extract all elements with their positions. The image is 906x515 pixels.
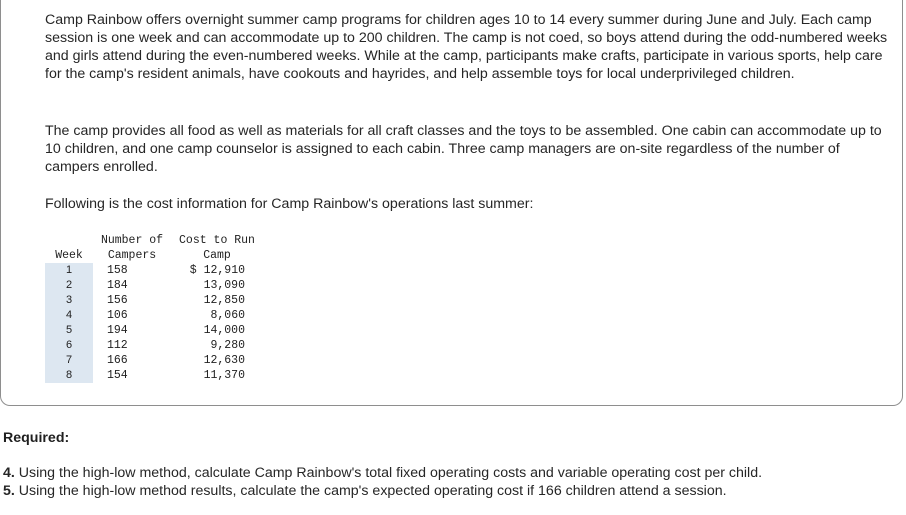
cell-campers: 112: [93, 338, 171, 353]
requirement-number: 5.: [3, 483, 15, 499]
cell-week: 2: [45, 278, 93, 293]
cell-week: 3: [45, 293, 93, 308]
cell-week: 7: [45, 353, 93, 368]
cell-cost: 12,850: [171, 293, 263, 308]
resources-paragraph: The camp provides all food as well as materials for all craft classes and the toys to be assembled. One cabin can accommodate up to 10 children, and one camp counselor is assigned to each cabin. Three camp managers are on-site regardless of the number of campers enrolled.: [45, 123, 882, 175]
table-row: [45, 308, 263, 323]
header-cost-line1: Cost to Run: [171, 233, 263, 248]
cell-campers: 156: [93, 293, 171, 308]
list-item: [3, 464, 762, 482]
list-item: [3, 482, 762, 500]
cell-cost: 12,630: [171, 353, 263, 368]
intro-paragraph: Camp Rainbow offers overnight summer camp programs for children ages 10 to 14 every summer during June and July. Each camp session is one week and can accommodate up to 200 children. The camp is not coed, so boys attend during the odd-numbered weeks and girls attend during the even-numbered weeks. While at the camp, participants make crafts, participate in various sports, help care for the camp's resident animals, have cookouts and hayrides, and help assemble toys for local underprivileged children.: [45, 12, 888, 82]
requirements-list: [3, 464, 762, 500]
header-cost-line2: Camp: [171, 248, 263, 263]
cell-cost: $ 12,910: [171, 263, 263, 278]
cell-campers: 154: [93, 368, 171, 383]
required-heading: Required:: [3, 430, 70, 446]
table-header-row-1: [45, 233, 263, 248]
table-row: [45, 368, 263, 383]
table-row: [45, 353, 263, 368]
cell-campers: 184: [93, 278, 171, 293]
header-week: Week: [45, 233, 93, 263]
cell-week: 8: [45, 368, 93, 383]
cell-campers: 166: [93, 353, 171, 368]
cell-week: 1: [45, 263, 93, 278]
cell-week: 5: [45, 323, 93, 338]
header-campers-line2: Campers: [93, 248, 171, 263]
table-intro-paragraph: Following is the cost information for Camp Rainbow's operations last summer:: [45, 196, 534, 212]
cell-cost: 11,370: [171, 368, 263, 383]
cell-campers: 194: [93, 323, 171, 338]
requirement-text: Using the high-low method results, calculate the camp's expected operating cost if 166 children attend a session.: [18, 483, 727, 499]
requirement-text: Using the high-low method, calculate Camp Rainbow's total fixed operating costs and variable operating cost per child.: [18, 465, 763, 481]
cell-cost: 9,280: [171, 338, 263, 353]
table-row: [45, 293, 263, 308]
cell-cost: 14,000: [171, 323, 263, 338]
cost-data-table: [45, 233, 263, 383]
table-row: [45, 263, 263, 278]
table-row: [45, 338, 263, 353]
table-row: [45, 323, 263, 338]
cell-campers: 158: [93, 263, 171, 278]
cell-cost: 8,060: [171, 308, 263, 323]
requirement-number: 4.: [3, 465, 15, 481]
header-campers-line1: Number of: [93, 233, 171, 248]
cell-cost: 13,090: [171, 278, 263, 293]
table-row: [45, 278, 263, 293]
cell-week: 4: [45, 308, 93, 323]
cell-campers: 106: [93, 308, 171, 323]
cell-week: 6: [45, 338, 93, 353]
